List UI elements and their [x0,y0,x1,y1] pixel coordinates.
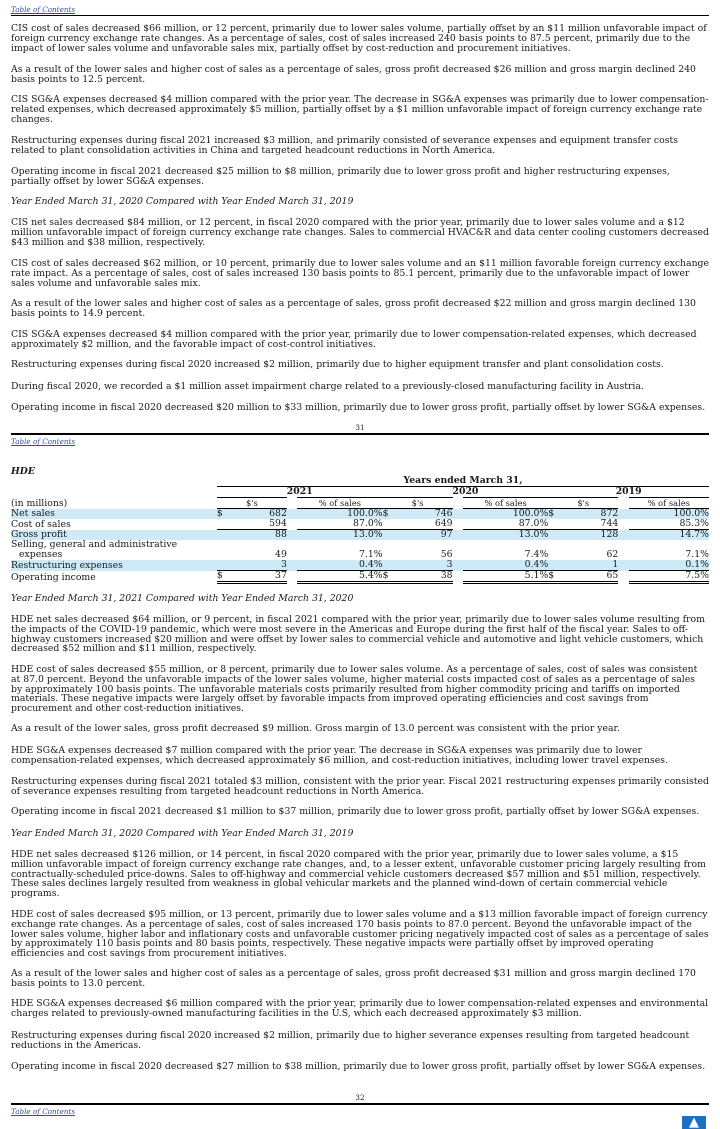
currency-sign: $ [217,509,227,520]
page-break-rule [11,1103,709,1105]
row-label: Cost of sales [11,518,71,530]
cell-value: 7.1% [685,549,709,560]
cell-value: 0.1% [629,560,709,571]
year-header: 2021 [217,487,383,498]
paragraph: Operating income in fiscal 2021 decreased $25 million to $8 million, primarily due to lower gross profit and higher restructuring expenses, partially offset by lower SG&A expenses. [11,166,670,187]
cell-value: 872 [559,509,619,520]
cell-value: 3 [393,560,453,571]
currency-sign: $ [548,571,558,583]
section-heading: Year Ended March 31, 2020 Compared with Year Ended March 31, 2019 [11,828,354,839]
arrow-up-icon: ▲ [689,1115,699,1129]
paragraph: CIS SG&A expenses decreased $4 million compared with the prior year. The decrease in SG&A expenses was primarily due to lower compensation-related expenses, which decreased approximately $5 million, partially offset by a $1 million unfavorable impact of foreign currency exchange rate changes. [11,94,709,125]
cell-value: 56 [440,549,453,560]
scroll-to-top-button[interactable] [682,1116,706,1129]
cell-value: 746 [393,509,453,520]
paragraph: HDE net sales decreased $64 million, or 9 percent, in fiscal 2021 compared with the prior year, primarily due to lower sales volume resulting from the impacts of the COVID-19 pandemic, which were most severe in the Americas and Europe during the first half of the fiscal year. Sales to off-highway customers increased $20 million and were offset by lower sales to commercial vehicle and automotive and light vehicle customers, which decreased $52 million and $11 million, respectively. [11,614,705,655]
cell-value: 7.5% [629,571,709,583]
cell-value: 100.0% [629,509,709,520]
table-of-contents-link[interactable]: Table of Contents [11,1107,76,1116]
cell-value: 1 [559,560,619,571]
col-header: % of sales [297,498,382,509]
cell-value: 100.0% [463,509,548,520]
cell-value: 682 [227,509,287,520]
cell-value: 0.4% [463,560,548,571]
cell-value: 38 [393,571,453,583]
cell-value: 649 [393,519,453,530]
table-of-contents-link[interactable]: Table of Contents [11,437,76,446]
segment-title: HDE [11,466,35,477]
row-label: Gross profit [11,530,217,541]
paragraph: HDE SG&A expenses decreased $7 million compared with the prior year. The decrease in SG&A expenses was primarily due to lower compensation-related expenses, which decreased approximately $6 million, and cost-reduction initiatives, including lower travel expenses. [11,745,668,766]
cell-value: 85.3% [629,519,709,530]
cell-value: 62 [606,549,619,560]
currency-sign: $ [217,571,227,583]
section-heading: Year Ended March 31, 2020 Compared with Year Ended March 31, 2019 [11,196,354,207]
currency-sign: $ [383,509,393,520]
col-header: $'s [217,498,287,509]
section-heading: Year Ended March 31, 2021 Compared with Year Ended March 31, 2020 [11,593,354,604]
row-label: Operating income [11,571,96,583]
cell-value: 594 [227,519,287,530]
cell-value: 744 [559,519,619,530]
paragraph: As a result of the lower sales, gross profit decreased $9 million. Gross margin of 13.0 percent was consistent with the prior year. [11,723,620,734]
col-header: $'s [548,498,618,509]
currency-sign: $ [548,509,558,520]
cell-value: 88 [227,530,287,541]
currency-sign: $ [383,571,393,583]
paragraph: HDE SG&A expenses decreased $6 million compared with the prior year, primarily due to lower compensation-related expenses and environmental charges related to previously-owned manufacturing facilities in the U.S, which each decreased approximately $3 million. [11,998,709,1019]
paragraph: Restructuring expenses during fiscal 2020 increased $2 million, primarily due to higher severance expenses resulting from targeted headcount reductions in the Americas. [11,1030,690,1051]
paragraph: CIS cost of sales decreased $66 million, or 12 percent, primarily due to lower sales volume, partially offset by an $11 million unfavorable impact of foreign currency exchange rate changes. As a percentage of sales, cost of sales increased 240 basis points to 87.5 percent, primarily due to the impact of lower sales volume and unfavorable sales mix, partially offset by cost-reduction and procurement initiatives. [11,23,707,54]
paragraph: CIS net sales decreased $84 million, or 12 percent, in fiscal 2020 compared with the prior year, primarily due to lower sales volume and a $12 million unfavorable impact of foreign currency exchange rate changes. Sales to commercial HVAC&R and data center cooling customers decreased $43 million and $38 million, respectively. [11,217,709,248]
paragraph: As a result of the lower sales and higher cost of sales as a percentage of sales, gross profit decreased $26 million and gross margin declined 240 basis points to 12.5 percent. [11,64,696,85]
cell-value: 7.4% [524,549,549,560]
cell-value: 5.4% [297,571,382,583]
row-label: Restructuring expenses [11,560,217,571]
cell-value: 65 [559,571,619,583]
paragraph: During fiscal 2020, we recorded a $1 million asset impairment charge related to a previously-closed manufacturing facility in Austria. [11,381,644,392]
cell-value: 37 [227,571,287,583]
page-break-rule [11,433,709,435]
cell-value: 13.0% [297,530,382,541]
cell-value: 0.4% [297,560,382,571]
cell-value: 5.1% [463,571,548,583]
page-number: 32 [355,1093,365,1102]
cell-value: 49 [275,549,287,560]
paragraph: As a result of the lower sales and higher cost of sales as a percentage of sales, gross profit decreased $31 million and gross margin declined 170 basis points to 13.0 percent. [11,968,696,989]
row-label: expenses [19,549,63,560]
cell-value: 128 [559,530,619,541]
year-header: 2019 [548,487,709,498]
cell-value: 97 [393,530,453,541]
table-row [11,560,709,571]
paragraph: Operating income in fiscal 2021 decreased $1 million to $37 million, primarily due to lower gross profit, partially offset by lower SG&A expenses. [11,806,700,817]
paragraph: Restructuring expenses during fiscal 2020 increased $2 million, primarily due to higher equipment transfer and plant consolidation costs. [11,359,664,370]
paragraph: HDE net sales decreased $126 million, or 14 percent, in fiscal 2020 compared with the prior year, primarily due to lower sales volume, a $15 million unfavorable impact of foreign currency exchange rate changes, and, to a lesser extent, unfavorable customer pricing largely resulting from contractually-scheduled price-downs. Sales to off-highway and commercial vehicle customers decreased $57 million and $51 million, respectively. These sales declines largely resulted from weakness in global vehicular markets and the planned wind-down of certain commercial vehicle programs. [11,849,706,900]
col-header: $'s [383,498,453,509]
paragraph: Operating income in fiscal 2020 decreased $27 million to $38 million, primarily due to lower gross profit, partially offset by lower SG&A expenses. [11,1061,706,1072]
table-row [11,571,709,583]
cell-value: 13.0% [463,530,548,541]
financial-table [11,476,709,584]
cell-value: 100.0% [297,509,382,520]
table-super-header: Years ended March 31, [403,475,523,486]
row-label: Net sales [11,509,217,520]
paragraph: Operating income in fiscal 2020 decreased $20 million to $33 million, primarily due to lower gross profit, partially offset by lower SG&A expenses. [11,402,706,413]
paragraph: CIS cost of sales decreased $62 million, or 10 percent, primarily due to lower sales volume and an $11 million favorable foreign currency exchange rate impact. As a percentage of sales, cost of sales increased 130 basis points to 85.1 percent, primarily due to the unfavorable impact of lower sales volume and unfavorable sales mix. [11,258,710,289]
cell-value: 87.0% [297,519,382,530]
table-of-contents-link[interactable]: Table of Contents [11,5,76,14]
cell-value: 87.0% [463,519,548,530]
year-header: 2020 [383,487,549,498]
cell-value: 14.7% [629,530,709,541]
paragraph: CIS SG&A expenses decreased $4 million compared with the prior year, primarily due to lower compensation-related expenses, which decreased approximately $2 million, and the favorable impact of cost-control initiatives. [11,329,697,350]
col-header: % of sales [463,498,548,509]
paragraph: HDE cost of sales decreased $95 million, or 13 percent, primarily due to lower sales volume and a $13 million favorable impact of foreign currency exchange rate changes. As a percentage of sales, cost of sales increased 170 basis points to 87.0 percent. Beyond the unfavorable impact of the lower sales volume, higher labor and inflationary costs and unfavorable customer pricing negatively impacted cost of sales as a percentage of sales by approximately 110 basis points and 80 basis points, respectively. These negative impacts were partially offset by improved operating efficiencies and cost savings from procurement initiatives. [11,909,709,960]
page-rule [11,15,709,16]
paragraph: HDE cost of sales decreased $55 million, or 8 percent, primarily due to lower sales volume. As a percentage of sales, cost of sales was consistent at 87.0 percent. Beyond the unfavorable impacts of the lower sales volume, higher material costs impacted cost of sales as a percentage of sales by approximately 100 basis points. The unfavorable materials costs primarily resulted from higher commodity pricing and tariffs on imported materials. These negative impacts were largely offset by favorable impacts from improved operating efficiencies and cost savings from procurement and other cost-reduction initiatives. [11,664,698,715]
paragraph: Restructuring expenses during fiscal 2021 increased $3 million, and primarily consisted of severance expenses and equipment transfer costs related to plant consolidation activities in China and targeted headcount reductions in North America. [11,135,678,156]
col-header: % of sales [629,498,709,509]
paragraph: As a result of the lower sales and higher cost of sales as a percentage of sales, gross profit decreased $22 million and gross margin declined 130 basis points to 14.9 percent. [11,298,696,319]
cell-value: 3 [227,560,287,571]
paragraph: Restructuring expenses during fiscal 2021 totaled $3 million, consistent with the prior year. Fiscal 2021 restructuring expenses primarily consisted of severance expenses resulting from targeted headcount reductions in North America. [11,776,709,797]
page-number: 31 [355,423,365,432]
units-label: (in millions) [11,497,68,509]
cell-value: 7.1% [358,549,383,560]
table-row [11,519,709,530]
row-label: Selling, general and administrative [11,539,178,550]
